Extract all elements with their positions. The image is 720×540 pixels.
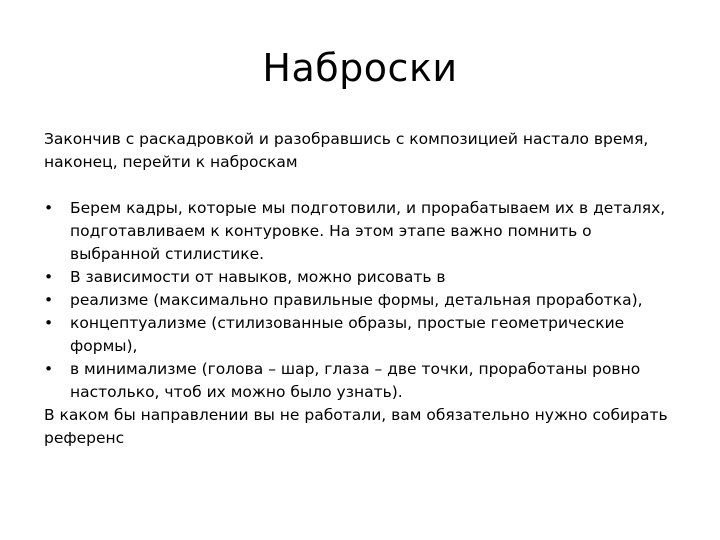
bullet-icon: • (44, 314, 54, 332)
bullet-icon: • (44, 360, 54, 378)
intro-paragraph: Закончив с раскадровкой и разобравшись с композицией настало время, наконец, перейти к наброскам (44, 130, 649, 171)
bullet-icon: • (44, 268, 54, 286)
slide-title: Наброски (262, 46, 458, 90)
bullet-item (44, 358, 684, 404)
bullet-text: реализме (максимально правильные формы, детальная проработка), (70, 291, 643, 309)
bullet-icon: • (44, 291, 54, 309)
bullet-item (44, 312, 684, 358)
bullet-text: концептуализме (стилизованные образы, простые геометрические формы), (70, 314, 625, 355)
bullet-text: в минимализме (голова – шар, глаза – две точки, проработаны ровно настолько, чтоб их можно было узнать). (70, 360, 641, 401)
bullet-icon: • (44, 199, 54, 217)
bullet-list (44, 197, 684, 404)
bullet-item (44, 289, 684, 312)
closing-paragraph: В каком бы направлении вы не работали, вам обязательно нужно собирать референс (44, 406, 668, 447)
bullet-text: Берем кадры, которые мы подготовили, и прорабатываем их в деталях, подготавливаем к контуровке. На этом этапе важно помнить о выбранной стилистике. (70, 199, 666, 263)
bullet-item (44, 266, 684, 289)
slide-body (44, 128, 684, 450)
bullet-text: В зависимости от навыков, можно рисовать в (70, 268, 446, 286)
bullet-item (44, 197, 684, 266)
